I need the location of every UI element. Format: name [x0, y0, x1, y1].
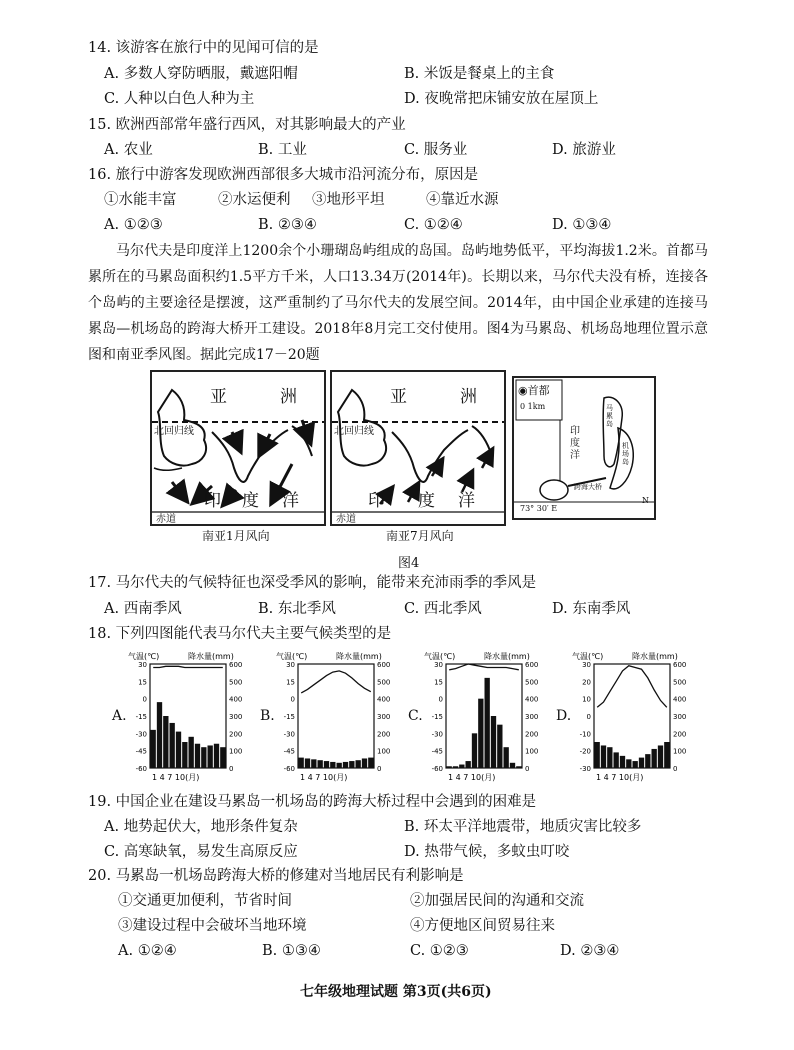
month-axis-label: 1 4 7 10(月): [152, 773, 200, 782]
rain-tick-label: 400: [229, 695, 243, 704]
rain-bar: [151, 730, 156, 768]
rain-tick-label: 100: [525, 747, 539, 756]
q14-stem: 14. 该游客在旅行中的见闻可信的是: [88, 40, 319, 56]
map1-yin-label: 印: [204, 491, 221, 511]
temp-tick-label: 0: [290, 695, 295, 704]
rain-bar: [620, 756, 625, 768]
temp-axis-label: 气温(℃): [572, 652, 604, 661]
temp-axis-label: 气温(℃): [424, 652, 456, 661]
rain-bar: [664, 742, 669, 768]
temp-tick-label: -60: [135, 765, 147, 773]
rain-tick-label: 0: [377, 765, 382, 773]
q14-option-b: B. 米饭是餐桌上的主食: [404, 66, 555, 82]
rain-tick-label: 0: [673, 765, 678, 773]
plot-frame: [446, 664, 522, 768]
map-male-islands: [512, 376, 656, 520]
map1-zhou-label: 洲: [280, 387, 297, 407]
scale-bar: 0 1km: [520, 402, 546, 411]
temp-tick-label: -45: [431, 747, 443, 756]
q16-item-1: ①水能丰富: [104, 192, 177, 208]
rain-tick-label: 100: [673, 747, 687, 756]
rain-bar: [368, 758, 373, 768]
climate-chart-b: [274, 650, 398, 790]
temp-tick-label: 15: [434, 678, 443, 687]
rain-tick-label: 100: [377, 747, 391, 756]
q20-option-b: B. ①③④: [262, 943, 321, 959]
temp-tick-label: 30: [582, 661, 591, 669]
rain-bar: [478, 699, 483, 768]
rain-tick-label: 500: [525, 678, 539, 687]
temp-tick-label: -60: [283, 765, 295, 773]
q20-option-a: A. ①②④: [118, 943, 177, 959]
q20-stem: 20. 马累岛一机场岛跨海大桥的修建对当地居民有利影响是: [88, 868, 464, 884]
map1-caption: 南亚1月风向: [202, 529, 270, 543]
rain-bar: [485, 678, 490, 768]
july-wind-arrows: [380, 450, 492, 504]
q18-option-d: D.: [556, 708, 572, 724]
rain-bar: [356, 760, 361, 768]
map2-yin-label: 印: [368, 491, 385, 511]
map2-equator-label: 赤道: [336, 514, 356, 525]
q19-option-d: D. 热带气候，多蚊虫叮咬: [404, 844, 570, 860]
q17-option-c: C. 西北季风: [404, 601, 482, 617]
rain-tick-label: 200: [229, 730, 243, 739]
q15-option-b: B. 工业: [258, 142, 307, 158]
month-axis-label: 1 4 7 10(月): [300, 773, 348, 782]
temp-tick-label: -30: [579, 765, 591, 773]
temp-tick-label: 30: [286, 661, 295, 669]
airport-island-label: 机场岛: [622, 442, 629, 466]
rain-tick-label: 600: [525, 661, 539, 669]
rain-bar: [189, 737, 194, 768]
temp-tick-label: -20: [579, 747, 591, 756]
rain-tick-label: 0: [229, 765, 234, 773]
rain-bar: [645, 754, 650, 768]
temp-tick-label: -15: [135, 713, 147, 721]
rain-bar: [491, 716, 496, 768]
rain-axis-label: 降水量(mm): [632, 652, 678, 661]
q15-stem: 15. 欧洲西部常年盛行西风，对其影响最大的产业: [88, 117, 406, 133]
rain-bar: [182, 742, 187, 768]
rain-bar: [330, 762, 335, 768]
rain-axis-label: 降水量(mm): [188, 652, 234, 661]
temp-tick-label: 0: [438, 695, 443, 704]
temp-tick-label: -30: [283, 730, 295, 739]
rain-bar: [595, 742, 600, 768]
q20-option-c: C. ①②③: [410, 943, 469, 959]
q20-item-2: ②加强居民间的沟通和交流: [410, 893, 584, 909]
q20-option-d: D. ②③④: [560, 943, 620, 959]
map1-du-label: 度: [242, 491, 259, 511]
rain-bar: [337, 763, 342, 768]
rain-tick-label: 500: [229, 678, 243, 687]
map-south-asia-january: [150, 370, 326, 526]
temp-tick-label: -15: [431, 713, 443, 721]
map2-caption: 南亚7月风向: [386, 529, 454, 543]
q19-stem: 19. 中国企业在建设马累岛一机场岛的跨海大桥过程中会遇到的困难是: [88, 794, 537, 810]
rain-bar: [343, 762, 348, 768]
q19-option-a: A. 地势起伏大，地形条件复杂: [104, 819, 298, 835]
rain-bar: [447, 766, 452, 768]
rain-bar: [639, 758, 644, 768]
rain-bar: [626, 759, 631, 768]
temp-tick-label: -45: [283, 747, 295, 756]
month-axis-label: 1 4 7 10(月): [448, 773, 496, 782]
q15-option-a: A. 农业: [104, 142, 153, 158]
rain-bar: [318, 760, 323, 768]
rain-tick-label: 0: [525, 765, 530, 773]
q16-item-2: ②水运便利: [218, 192, 291, 208]
temp-tick-label: 15: [138, 678, 147, 687]
rain-bar: [163, 716, 168, 768]
rain-bar: [176, 732, 181, 768]
rain-bar: [633, 761, 638, 768]
map-south-asia-july: [330, 370, 506, 526]
temp-tick-label: 20: [582, 678, 591, 687]
map1-tropic-label: 北回归线: [154, 426, 194, 437]
q16-option-b: B. ②③④: [258, 217, 317, 233]
temp-tick-label: -45: [135, 747, 147, 756]
q19-option-b: B. 环太平洋地震带，地质灾害比较多: [404, 819, 642, 835]
rain-bar: [510, 763, 515, 768]
rain-bar: [453, 766, 458, 768]
q16-stem: 16. 旅行中游客发现欧洲西部很多大城市沿河流分布，原因是: [88, 167, 479, 183]
temp-tick-label: -30: [431, 730, 443, 739]
temp-axis-label: 气温(℃): [128, 652, 160, 661]
temp-tick-label: 30: [138, 661, 147, 669]
rain-bar: [195, 744, 200, 768]
temperature-line: [301, 671, 371, 693]
climate-chart-c: [422, 650, 546, 790]
rain-bar: [220, 747, 225, 768]
rain-bar: [614, 752, 619, 768]
temp-tick-label: -60: [431, 765, 443, 773]
map2-zhou-label: 洲: [460, 387, 477, 407]
q18-option-a: A.: [112, 708, 127, 724]
temp-axis-label: 气温(℃): [276, 652, 308, 661]
q17-option-b: B. 东北季风: [258, 601, 336, 617]
q20-item-3: ③建设过程中会破坏当地环境: [118, 918, 307, 934]
rain-bar: [504, 747, 509, 768]
rain-axis-label: 降水量(mm): [484, 652, 530, 661]
capital-legend: ◉首都: [518, 384, 550, 397]
q18-stem: 18. 下列四图能代表马尔代夫主要气候类型的是: [88, 626, 392, 642]
q16-item-4: ④靠近水源: [426, 192, 499, 208]
rain-tick-label: 300: [229, 713, 243, 721]
temperature-line: [597, 666, 667, 708]
rain-tick-label: 500: [673, 678, 687, 687]
rain-bar: [658, 745, 663, 768]
map1-yang-label: 洋: [282, 491, 299, 511]
map1-asia-label: 亚: [210, 387, 227, 407]
bridge-label: 跨海大桥: [574, 483, 602, 491]
rain-bar: [472, 733, 477, 768]
page-footer: 七年级地理试题 第3页(共6页): [300, 984, 492, 1000]
temperature-line: [153, 666, 223, 667]
q20-item-4: ④方便地区间贸易往来: [410, 918, 555, 934]
q15-option-d: D. 旅游业: [552, 142, 616, 158]
rain-bar: [170, 723, 175, 768]
q14-option-c: C. 人种以白色人种为主: [104, 91, 255, 107]
climate-chart-a: [126, 650, 250, 790]
rain-bar: [157, 702, 162, 768]
climate-chart-d: [570, 650, 694, 790]
rain-tick-label: 600: [673, 661, 687, 669]
temp-tick-label: -15: [283, 713, 295, 721]
rain-bar: [459, 765, 464, 768]
q18-option-b: B.: [260, 708, 275, 724]
map2-tropic-label: 北回归线: [334, 426, 374, 437]
rain-tick-label: 300: [525, 713, 539, 721]
rain-bar: [652, 749, 657, 768]
temp-tick-label: 0: [142, 695, 147, 704]
temp-tick-label: 30: [434, 661, 443, 669]
indian-ocean-label: 印度洋: [570, 426, 580, 461]
rain-bar: [516, 766, 521, 768]
rain-tick-label: 300: [673, 713, 687, 721]
plot-frame: [298, 664, 374, 768]
temperature-line: [449, 664, 519, 670]
q17-stem: 17. 马尔代夫的气候特征也深受季风的影响，能带来充沛雨季的季风是: [88, 575, 537, 591]
rain-bar: [208, 745, 213, 768]
q14-option-a: A. 多数人穿防晒服，戴遮阳帽: [104, 66, 298, 82]
month-axis-label: 1 4 7 10(月): [596, 773, 644, 782]
rain-tick-label: 200: [673, 730, 687, 739]
q16-option-a: A. ①②③: [104, 217, 163, 233]
rain-bar: [349, 761, 354, 768]
rain-axis-label: 降水量(mm): [336, 652, 382, 661]
temp-tick-label: -30: [135, 730, 147, 739]
q19-option-c: C. 高寒缺氧，易发生高原反应: [104, 844, 298, 860]
q20-item-1: ①交通更加便利，节省时间: [118, 893, 292, 909]
temp-tick-label: -10: [579, 730, 591, 739]
q16-item-3: ③地形平坦: [312, 192, 385, 208]
rain-bar: [311, 759, 316, 768]
rain-bar: [497, 725, 502, 768]
map2-yang-label: 洋: [458, 491, 475, 511]
rain-bar: [214, 744, 219, 768]
map2-du-label: 度: [418, 491, 435, 511]
rain-tick-label: 400: [525, 695, 539, 704]
male-islands-map: [514, 378, 654, 518]
temp-tick-label: 15: [286, 678, 295, 687]
reading-passage: 马尔代夫是印度洋上1200余个小珊瑚岛屿组成的岛国。岛屿地势低平，平均海拔1.2米。首都马累所在的马累岛面积约1.5平方千米，人口13.34万(2014年)。长期以来，马尔代夫没有桥，连接各个岛屿的主要途径是摆渡，这严重制约了马尔代夫的发展空间。2014年，由中国企业承建的连接马累岛—机场岛的跨海大桥开工建设。2018年8月完工交付使用。图4为马累岛、机场岛地理位置示意图和南亚季风图。据此完成17－20题: [88, 243, 708, 363]
rain-tick-label: 200: [377, 730, 391, 739]
male-island-label: 马累岛: [606, 404, 613, 428]
rain-bar: [362, 758, 367, 768]
rain-bar: [299, 758, 304, 768]
temp-tick-label: 0: [586, 713, 591, 721]
rain-bar: [466, 761, 471, 768]
north-label: N: [642, 496, 649, 505]
temp-tick-label: 10: [582, 695, 591, 704]
rain-tick-label: 500: [377, 678, 391, 687]
map2-asia-label: 亚: [390, 387, 407, 407]
rain-bar: [607, 747, 612, 768]
q16-option-d: D. ①③④: [552, 217, 612, 233]
q15-option-c: C. 服务业: [404, 142, 468, 158]
rain-bar: [601, 745, 606, 768]
q17-option-d: D. 东南季风: [552, 601, 631, 617]
rain-tick-label: 600: [377, 661, 391, 669]
q17-option-a: A. 西南季风: [104, 601, 182, 617]
rain-tick-label: 300: [377, 713, 391, 721]
rain-bar: [305, 758, 310, 768]
q16-option-c: C. ①②④: [404, 217, 463, 233]
rain-tick-label: 400: [377, 695, 391, 704]
figure-label: 图4: [398, 556, 420, 571]
q18-option-c: C.: [408, 708, 423, 724]
rain-tick-label: 200: [525, 730, 539, 739]
q14-option-d: D. 夜晚常把床铺安放在屋顶上: [404, 91, 599, 107]
rain-bar: [201, 747, 206, 768]
map1-equator-label: 赤道: [156, 514, 176, 525]
rain-tick-label: 600: [229, 661, 243, 669]
rain-bar: [324, 761, 329, 768]
rain-tick-label: 100: [229, 747, 243, 756]
longitude-label: 73° 30′ E: [520, 504, 558, 513]
rain-tick-label: 400: [673, 695, 687, 704]
